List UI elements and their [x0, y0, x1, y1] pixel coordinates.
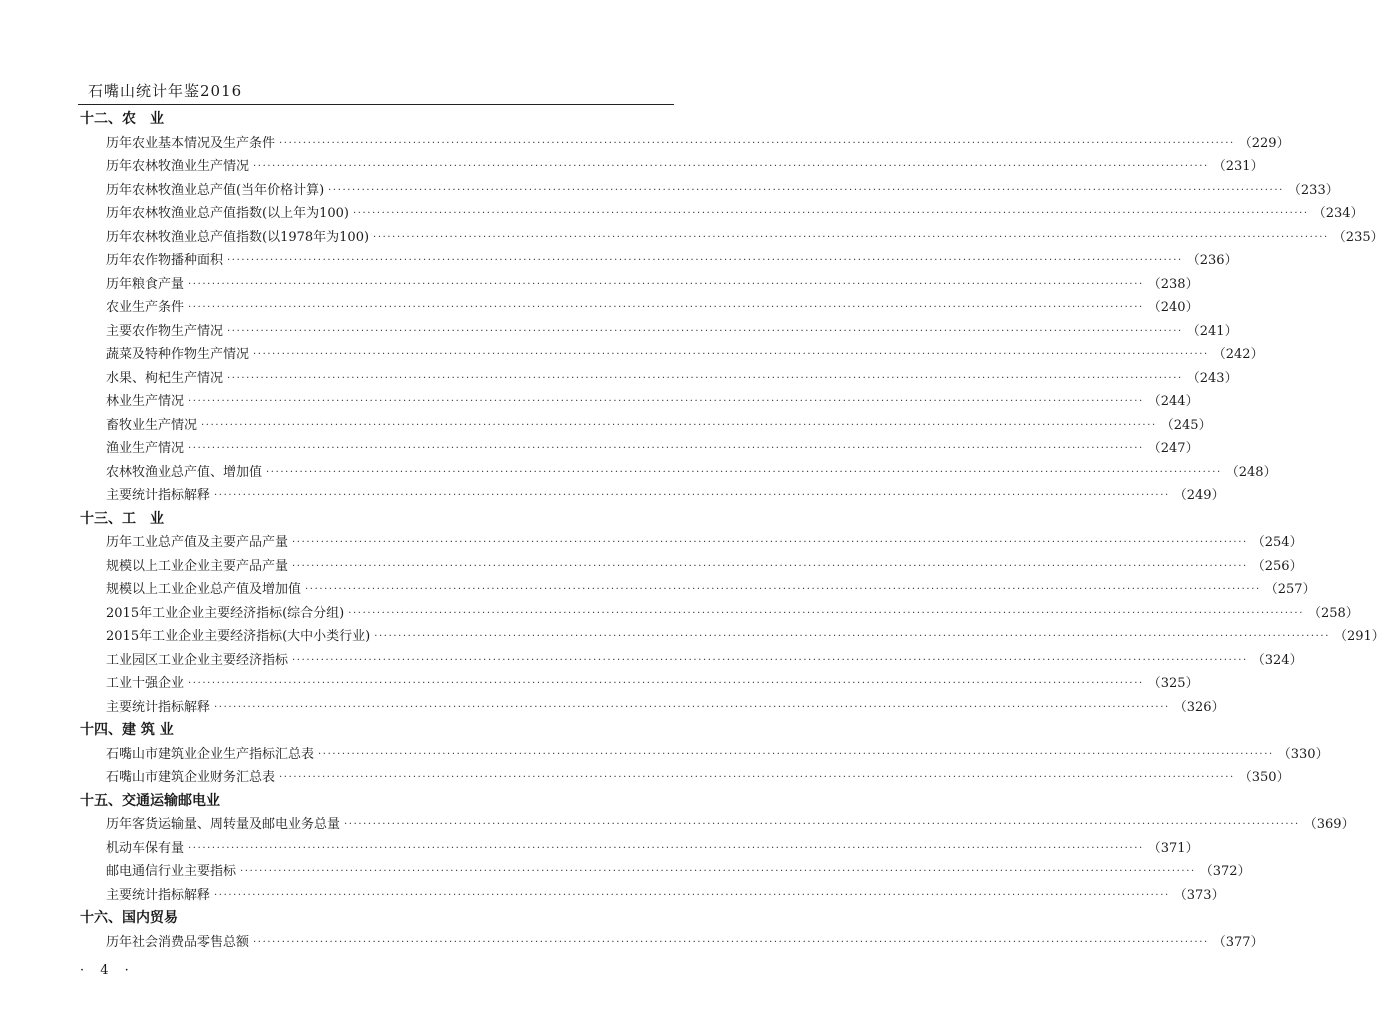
- dot-leader: ········································································································································································································: [214, 490, 1170, 501]
- toc-entry[interactable]: [78, 625, 1385, 649]
- toc-entry-title: 蔬菜及特种作物生产情况: [106, 347, 250, 362]
- dot-leader: ········································································································································································································: [201, 419, 1157, 431]
- dot-leader: ········································································································································································································: [352, 208, 1309, 219]
- toc-entry[interactable]: [78, 179, 1339, 203]
- header-rule: [78, 104, 674, 105]
- toc-entry-title: 主要统计指标解释: [106, 699, 211, 715]
- dot-leader: ········································································································································································································: [188, 842, 1144, 854]
- dot-leader: ········································································································································································································: [227, 372, 1183, 384]
- dot-leader: ········································································································································································································: [227, 255, 1183, 266]
- toc-entry-title: 历年粮食产量: [106, 276, 185, 292]
- section-heading: 十六、国内贸易: [80, 910, 178, 926]
- dot-leader: ········································································································································································································: [374, 631, 1330, 642]
- toc-entry-page: （254）: [1251, 535, 1303, 550]
- toc-entry-title: 邮电通信行业主要指标: [106, 864, 237, 879]
- dot-leader: ········································································································································································································: [305, 584, 1261, 595]
- toc-entry-title: 历年社会消费品零售总额: [106, 934, 250, 950]
- toc-entry-page: （350）: [1238, 770, 1290, 785]
- toc-entry-title: 历年农林牧渔业总产值指数(以1978年为100): [106, 229, 370, 245]
- toc-entry-page: （324）: [1251, 652, 1303, 668]
- section-heading: 十二、农 业: [80, 111, 164, 127]
- toc-entry-page: （241）: [1186, 323, 1238, 339]
- dot-leader: ········································································································································································································: [292, 537, 1248, 548]
- toc-entry-title: 机动车保有量: [106, 840, 185, 856]
- dot-leader: ········································································································································································································: [188, 278, 1144, 290]
- dot-leader: ········································································································································································································: [214, 701, 1170, 713]
- toc-entry-title: 规模以上工业企业主要产品产量: [106, 558, 289, 574]
- toc-entry-title: 2015年工业企业主要经济指标(综合分组): [106, 605, 345, 621]
- toc-entry[interactable]: [78, 860, 1251, 884]
- running-header: 石嘴山统计年鉴2016: [88, 82, 243, 100]
- dot-leader: ········································································································································································································: [253, 349, 1209, 360]
- dot-leader: ········································································································································································································: [328, 184, 1284, 196]
- toc-entry-page: （377）: [1212, 934, 1264, 950]
- dot-leader: ········································································································································································································: [188, 302, 1144, 313]
- dot-leader: ········································································································································································································: [318, 748, 1274, 760]
- toc-entry-page: （325）: [1147, 676, 1199, 691]
- toc-entry-page: （235）: [1332, 229, 1384, 245]
- toc-entry-page: （247）: [1147, 441, 1199, 456]
- toc-entry[interactable]: [78, 672, 1199, 696]
- toc-entry[interactable]: [78, 414, 1212, 438]
- toc-entry[interactable]: [78, 249, 1238, 273]
- dot-leader: ········································································································································································································: [253, 161, 1209, 172]
- toc-entry[interactable]: [78, 578, 1316, 602]
- toc-entry-page: （249）: [1173, 488, 1225, 503]
- dot-leader: ········································································································································································································: [344, 819, 1300, 830]
- toc-entry[interactable]: [78, 437, 1199, 461]
- toc-entry[interactable]: [78, 931, 1264, 955]
- toc-entry-title: 农林牧渔业总产值、增加值: [106, 464, 263, 480]
- section-heading: 十四、建 筑 业: [80, 722, 174, 738]
- toc-entry-title: 工业十强企业: [106, 676, 185, 691]
- toc-entry-title: 历年农业基本情况及生产条件: [106, 135, 276, 151]
- dot-leader: ········································································································································································································: [240, 866, 1196, 877]
- toc-entry-title: 历年客货运输量、周转量及邮电业务总量: [106, 817, 341, 832]
- toc-entry-title: 历年农作物播种面积: [106, 253, 224, 268]
- toc-entry[interactable]: [78, 273, 1199, 297]
- toc-entry-page: （244）: [1147, 394, 1199, 409]
- toc-entry-title: 石嘴山市建筑业企业生产指标汇总表: [106, 746, 315, 762]
- toc-entry-page: （291）: [1333, 629, 1385, 644]
- toc-entry-page: （238）: [1147, 276, 1199, 292]
- section-heading: 十五、交通运输邮电业: [80, 792, 220, 809]
- toc-entry-page: （330）: [1277, 746, 1329, 762]
- toc-entry[interactable]: [78, 649, 1303, 673]
- dot-leader: ········································································································································································································: [279, 137, 1235, 149]
- toc-entry-page: （258）: [1307, 605, 1359, 621]
- toc-entry-page: （242）: [1212, 347, 1264, 362]
- toc-entry-page: （256）: [1251, 558, 1303, 574]
- toc-entry-page: （369）: [1303, 817, 1355, 832]
- dot-leader: ········································································································································································································: [348, 607, 1304, 619]
- dot-leader: ········································································································································································································: [292, 654, 1248, 666]
- toc-entry-page: （257）: [1264, 582, 1316, 597]
- toc-entry-page: （231）: [1212, 159, 1264, 174]
- toc-entry-page: （248）: [1225, 464, 1277, 480]
- toc-entry-title: 渔业生产情况: [106, 441, 185, 456]
- dot-leader: ········································································································································································································: [373, 231, 1329, 243]
- toc-entry-page: （234）: [1312, 206, 1364, 221]
- toc-entry-title: 水果、枸杞生产情况: [106, 370, 224, 386]
- dot-leader: ········································································································································································································: [188, 443, 1144, 454]
- toc-entry-page: （245）: [1160, 417, 1212, 433]
- table-of-contents: [78, 108, 1385, 954]
- toc-entry-page: （372）: [1199, 864, 1251, 879]
- toc-entry-page: （373）: [1173, 887, 1225, 903]
- toc-entry-title: 主要统计指标解释: [106, 488, 211, 503]
- toc-entry[interactable]: [78, 555, 1303, 579]
- dot-leader: ········································································································································································································: [266, 466, 1222, 478]
- toc-entry-page: （236）: [1186, 253, 1238, 268]
- toc-entry[interactable]: [78, 343, 1264, 367]
- toc-entry-title: 畜牧业生产情况: [106, 417, 198, 433]
- toc-entry[interactable]: [78, 813, 1355, 837]
- dot-leader: ········································································································································································································: [292, 560, 1248, 572]
- toc-entry[interactable]: [78, 202, 1364, 226]
- toc-entry[interactable]: [78, 837, 1199, 861]
- toc-entry-page: （233）: [1287, 182, 1339, 198]
- dot-leader: ········································································································································································································: [227, 325, 1183, 337]
- toc-entry-title: 石嘴山市建筑企业财务汇总表: [106, 770, 276, 785]
- toc-entry[interactable]: [78, 484, 1225, 508]
- toc-entry[interactable]: [78, 531, 1303, 555]
- toc-entry-page: （371）: [1147, 840, 1199, 856]
- toc-entry-title: 规模以上工业企业总产值及增加值: [106, 582, 302, 597]
- toc-entry[interactable]: [78, 743, 1329, 767]
- toc-entry[interactable]: [78, 766, 1290, 790]
- toc-entry[interactable]: [78, 132, 1290, 156]
- toc-entry-page: （326）: [1173, 699, 1225, 715]
- toc-entry[interactable]: [78, 320, 1238, 344]
- toc-entry[interactable]: [78, 296, 1199, 320]
- toc-entry[interactable]: [78, 884, 1225, 908]
- toc-entry-page: （243）: [1186, 370, 1238, 386]
- section-heading: 十三、工 业: [80, 510, 164, 527]
- toc-entry-title: 林业生产情况: [106, 394, 185, 409]
- toc-entry-title: 2015年工业企业主要经济指标(大中小类行业): [106, 629, 371, 644]
- toc-entry-page: （229）: [1238, 135, 1290, 151]
- toc-entry-title: 主要统计指标解释: [106, 887, 211, 903]
- toc-entry-title: 历年农林牧渔业总产值(当年价格计算): [106, 182, 325, 198]
- dot-leader: ········································································································································································································: [214, 889, 1170, 901]
- toc-entry[interactable]: [78, 602, 1359, 626]
- toc-entry-title: 历年农林牧渔业总产值指数(以上年为100): [106, 206, 349, 221]
- toc-entry-title: 历年工业总产值及主要产品产量: [106, 535, 289, 550]
- toc-entry[interactable]: [78, 155, 1264, 179]
- toc-entry[interactable]: [78, 461, 1277, 485]
- toc-entry[interactable]: [78, 226, 1384, 250]
- toc-entry-title: 农业生产条件: [106, 300, 185, 315]
- toc-entry-page: （240）: [1147, 300, 1199, 315]
- toc-entry[interactable]: [78, 367, 1238, 391]
- toc-entry[interactable]: [78, 390, 1199, 414]
- page-number: · 4 ·: [80, 963, 135, 978]
- toc-entry[interactable]: [78, 696, 1225, 720]
- toc-entry-title: 工业园区工业企业主要经济指标: [106, 652, 289, 668]
- toc-entry-title: 主要农作物生产情况: [106, 323, 224, 339]
- dot-leader: ········································································································································································································: [188, 396, 1144, 407]
- dot-leader: ········································································································································································································: [279, 772, 1235, 783]
- dot-leader: ········································································································································································································: [253, 936, 1209, 948]
- dot-leader: ········································································································································································································: [188, 678, 1144, 689]
- toc-entry-title: 历年农林牧渔业生产情况: [106, 159, 250, 174]
